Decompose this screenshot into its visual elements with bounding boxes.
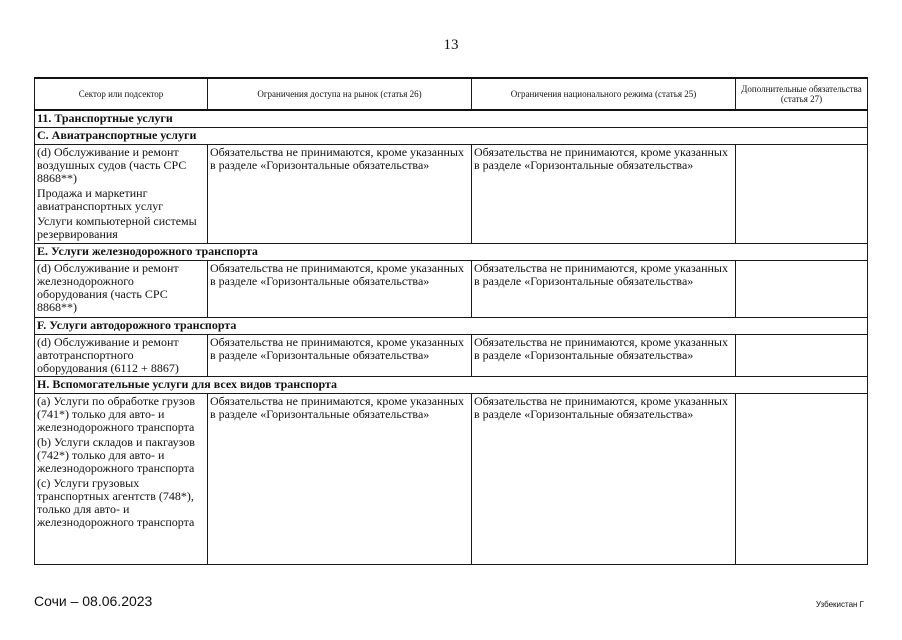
sector-item: (b) Услуги складов и пакгаузов (742*) только для авто- и железнодорожного транспорта	[37, 435, 195, 475]
national-treatment-cell: Обязательства не принимаются, кроме указанных в разделе «Горизонтальные обязательства»	[472, 394, 736, 565]
subsection-title: C. Авиатранспортные услуги	[35, 128, 868, 145]
subsection-title-row	[35, 377, 868, 394]
market-access-cell: Обязательства не принимаются, кроме указанных в разделе «Горизонтальные обязательства»	[208, 394, 472, 565]
table-row	[35, 145, 868, 244]
subsection-title: F. Услуги автодорожного транспорта	[35, 318, 868, 335]
header-market-access: Ограничения доступа на рынок (статья 26)	[208, 78, 472, 110]
subsection-title: H. Вспомогательные услуги для всех видов транспорта	[35, 377, 868, 394]
footer-document-label: Узбекистан Г	[815, 600, 864, 609]
section-title-row	[35, 110, 868, 128]
sector-cell	[35, 261, 208, 318]
schedule-table	[34, 77, 868, 565]
sector-cell	[35, 394, 208, 565]
market-access-cell: Обязательства не принимаются, кроме указанных в разделе «Горизонтальные обязательства»	[208, 145, 472, 244]
additional-cell	[736, 261, 868, 318]
national-treatment-cell: Обязательства не принимаются, кроме указанных в разделе «Горизонтальные обязательства»	[472, 335, 736, 377]
subsection-title-row	[35, 128, 868, 145]
table-row	[35, 261, 868, 318]
sector-item: Продажа и маркетинг авиатранспортных услуг	[37, 186, 164, 213]
header-row	[35, 78, 868, 110]
footer-place-date: Сочи – 08.06.2023	[34, 593, 153, 609]
header-additional: Дополнительные обязательства (статья 27)	[736, 78, 868, 110]
sector-item: (d) Обслуживание и ремонт железнодорожного оборудования (часть СРС 8868**)	[37, 261, 179, 314]
sector-item: (a) Услуги по обработке грузов (741*) только для авто- и железнодорожного транспорта	[37, 394, 196, 434]
sector-item: (c) Услуги грузовых транспортных агентств (748*), только для авто- и железнодорожного транспорта	[37, 476, 195, 529]
national-treatment-cell: Обязательства не принимаются, кроме указанных в разделе «Горизонтальные обязательства»	[472, 261, 736, 318]
additional-cell	[736, 394, 868, 565]
section-title: 11. Транспортные услуги	[35, 110, 868, 128]
market-access-cell: Обязательства не принимаются, кроме указанных в разделе «Горизонтальные обязательства»	[208, 335, 472, 377]
sector-item: Услуги компьютерной системы резервирования	[37, 214, 197, 241]
header-sector: Сектор или подсектор	[35, 78, 208, 110]
table-row	[35, 394, 868, 565]
additional-cell	[736, 145, 868, 244]
national-treatment-cell: Обязательства не принимаются, кроме указанных в разделе «Горизонтальные обязательства»	[472, 145, 736, 244]
page-number: 13	[443, 37, 459, 53]
sector-item: (d) Обслуживание и ремонт автотранспортного оборудования (6112 + 8867)	[37, 335, 179, 375]
subsection-title: E. Услуги железнодорожного транспорта	[35, 244, 868, 261]
table-row	[35, 335, 868, 377]
sector-item: (d) Обслуживание и ремонт воздушных судов (часть СРС 8868**)	[37, 145, 187, 185]
subsection-title-row	[35, 244, 868, 261]
subsection-title-row	[35, 318, 868, 335]
sector-cell	[35, 335, 208, 377]
sector-cell	[35, 145, 208, 244]
additional-cell	[736, 335, 868, 377]
market-access-cell: Обязательства не принимаются, кроме указанных в разделе «Горизонтальные обязательства»	[208, 261, 472, 318]
header-national-treatment: Ограничения национального режима (статья 25)	[472, 78, 736, 110]
